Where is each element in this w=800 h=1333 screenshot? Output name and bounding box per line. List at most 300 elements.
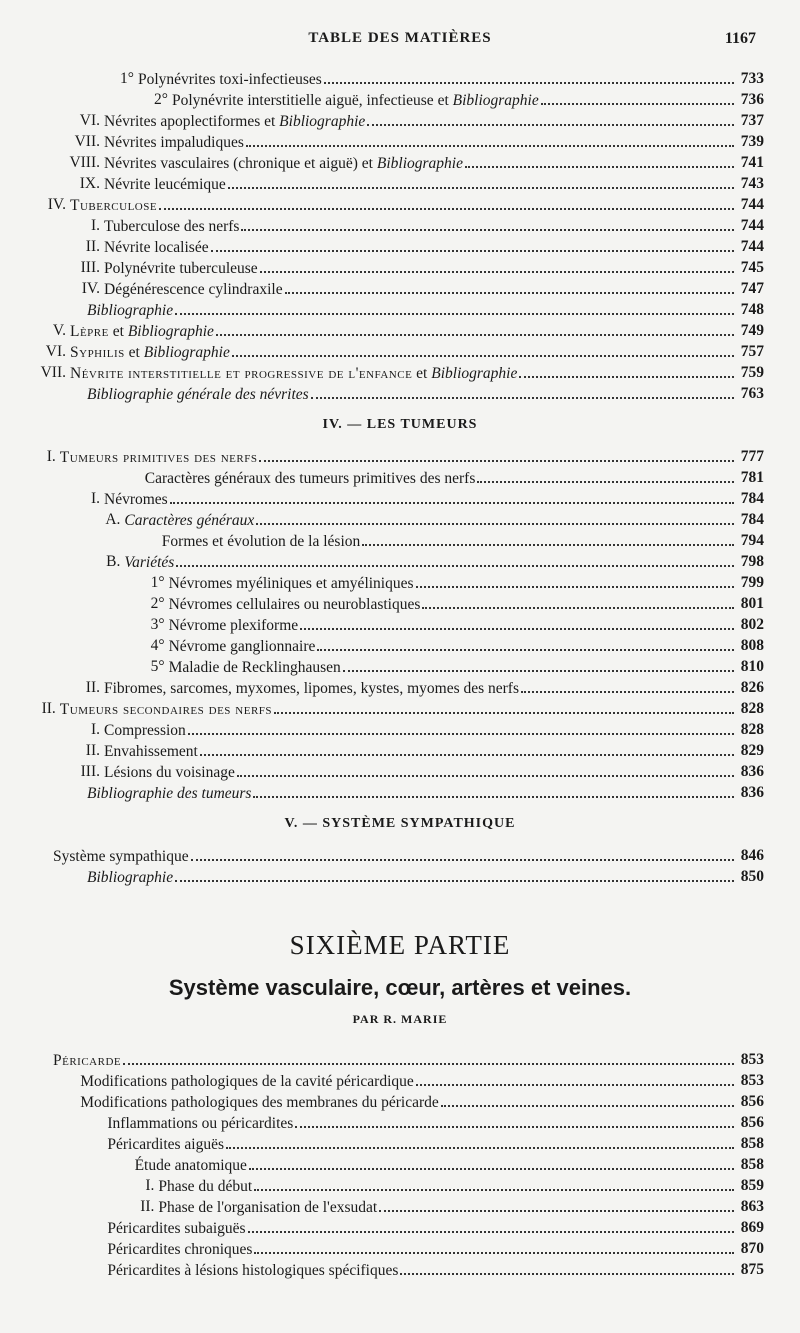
- entry-label: [104, 762, 235, 783]
- leader-dots: [254, 1175, 734, 1191]
- entry-body: [53, 845, 736, 867]
- entry-label-smallcaps: Tumeurs secondaires des nerfs: [59, 701, 273, 718]
- leader-dots: [254, 1238, 734, 1254]
- entry-label-text: Maladie de Recklinghausen: [168, 659, 341, 676]
- entry-label: [124, 510, 254, 531]
- entry-page-number: 748: [740, 301, 764, 318]
- entry-label: [145, 468, 476, 489]
- leader-dots: [175, 299, 734, 315]
- entry-page-number: 763: [740, 385, 764, 402]
- entry-body: [104, 257, 736, 279]
- entry-numeral: IX.: [79, 175, 100, 192]
- entry-label: [172, 90, 539, 111]
- entry-body: [104, 236, 736, 258]
- entry-numeral: II.: [140, 1198, 155, 1215]
- entry-label-smallcaps: Péricarde: [53, 1052, 122, 1069]
- entry-page-number: 858: [740, 1135, 764, 1152]
- entry-body: [70, 194, 736, 216]
- leader-dots: [200, 740, 734, 756]
- entry-label: [104, 153, 463, 174]
- entry-label-italic: Bibliographie: [452, 92, 539, 109]
- entry-body: [53, 1049, 736, 1071]
- entry-label-text: Fibromes, sarcomes, myxomes, lipomes, kystes, myomes des nerfs: [104, 680, 520, 697]
- toc-entry: [0, 656, 800, 677]
- leader-dots: [159, 194, 734, 210]
- entry-body: [107, 1259, 736, 1281]
- entry-body: [107, 1238, 736, 1260]
- entry-page-number: 828: [740, 700, 764, 717]
- leader-dots: [249, 1154, 734, 1170]
- entry-page-number: 856: [740, 1093, 764, 1110]
- entry-numeral: B.: [106, 553, 121, 570]
- section-heading: V. — SYSTÈME SYMPATHIQUE: [284, 816, 516, 831]
- leader-dots: [465, 152, 734, 168]
- leader-dots: [367, 110, 734, 126]
- entry-label: [124, 552, 174, 573]
- entry-label: [104, 741, 198, 762]
- entry-page-number: 777: [740, 448, 764, 465]
- toc-entry: [0, 1049, 800, 1070]
- entry-page-number: 784: [740, 490, 764, 507]
- entry-page-number: 759: [740, 364, 764, 381]
- entry-label-italic: Bibliographie: [87, 302, 174, 319]
- entry-label-text: Névrites apoplectiformes et: [104, 113, 280, 130]
- entry-label-text: Névrome plexiforme: [168, 617, 299, 634]
- entry-label-text: Péricardites chroniques: [107, 1241, 253, 1258]
- entry-body: [104, 215, 736, 237]
- part-subtitle: Système vasculaire, cœur, artères et veines.: [168, 975, 632, 1000]
- entry-page-number: 826: [740, 679, 764, 696]
- entry-label: [104, 174, 226, 195]
- toc-entry: [0, 1154, 800, 1175]
- entry-page-number: 757: [740, 343, 764, 360]
- toc-entry: [0, 383, 800, 404]
- entry-body: [70, 362, 736, 384]
- entry-numeral: II.: [41, 700, 56, 717]
- entry-label: [158, 1176, 252, 1197]
- leader-dots: [521, 677, 734, 693]
- entry-label: [169, 594, 421, 615]
- leader-dots: [362, 530, 734, 546]
- entry-label-text: Névromes cellulaires ou neuroblastiques: [168, 596, 421, 613]
- entry-body: [104, 110, 736, 132]
- toc-entry: [0, 278, 800, 299]
- toc-entry: [0, 215, 800, 236]
- entry-body: [169, 656, 736, 678]
- entry-numeral: A.: [105, 511, 121, 528]
- entry-label: [87, 783, 251, 804]
- toc-entry: [0, 68, 800, 89]
- entry-page-number: 853: [740, 1051, 764, 1068]
- leader-dots: [285, 278, 734, 294]
- entry-page-number: 869: [740, 1219, 764, 1236]
- entry-numeral: III.: [80, 763, 100, 780]
- leader-dots: [191, 845, 734, 861]
- entry-label-italic: Bibliographie des tumeurs: [87, 785, 252, 802]
- entry-body: [124, 551, 736, 573]
- entry-label-text: Compression: [104, 722, 186, 739]
- leader-dots: [248, 1217, 734, 1233]
- entry-body: [135, 1154, 736, 1176]
- leader-dots: [123, 1049, 734, 1065]
- entry-label: [107, 1113, 293, 1134]
- entry-numeral: 1°: [120, 70, 134, 87]
- toc-entry: [0, 1091, 800, 1112]
- entry-body: [60, 446, 736, 468]
- entry-body: [104, 740, 736, 762]
- leader-dots: [241, 215, 734, 231]
- toc-entry: [0, 488, 800, 509]
- entry-body: [169, 572, 736, 594]
- entry-page-number: 870: [740, 1240, 764, 1257]
- entry-label: [87, 300, 173, 321]
- entry-numeral: VII.: [40, 364, 66, 381]
- entry-label: [107, 1260, 398, 1281]
- entry-label: [70, 363, 517, 384]
- entry-label: [70, 342, 230, 363]
- entry-body: [162, 530, 736, 552]
- entry-label-text: Péricardites à lésions histologiques spécifiques: [107, 1262, 399, 1279]
- entry-numeral: 3°: [150, 616, 165, 633]
- entry-page-number: 801: [740, 595, 764, 612]
- entry-page-number: 739: [740, 133, 764, 150]
- leader-dots: [246, 131, 734, 147]
- entry-body: [107, 1112, 736, 1134]
- running-head-title: TABLE DES MATIÈRES: [308, 30, 492, 46]
- leader-dots: [416, 572, 734, 588]
- entry-body: [87, 383, 736, 405]
- entry-label-text: Système sympathique: [53, 848, 189, 865]
- entry-label: [104, 216, 239, 237]
- entry-label: [104, 111, 365, 132]
- entry-page-number: 808: [740, 637, 764, 654]
- entry-label: [60, 447, 258, 468]
- entry-body: [87, 866, 736, 888]
- entry-page-number: 794: [740, 532, 764, 549]
- leader-dots: [226, 1133, 734, 1149]
- entry-label: [107, 1239, 252, 1260]
- toc-entry: [0, 446, 800, 467]
- entry-label-italic: Bibliographie: [127, 323, 214, 340]
- entry-body: [104, 131, 736, 153]
- leader-dots: [400, 1259, 734, 1275]
- toc-entry: [0, 509, 800, 530]
- entry-body: [138, 68, 736, 90]
- entry-label-text: Névrome ganglionnaire: [168, 638, 316, 655]
- entry-page-number: 744: [740, 238, 764, 255]
- entry-numeral: VIII.: [69, 154, 100, 171]
- leader-dots: [519, 362, 734, 378]
- entry-label-smallcaps: Tumeurs primitives des nerfs: [59, 449, 258, 466]
- toc-entry: [0, 551, 800, 572]
- entry-page-number: 743: [740, 175, 764, 192]
- leader-dots: [317, 635, 734, 651]
- leader-dots: [188, 719, 734, 735]
- toc-entry: [0, 698, 800, 719]
- entry-label-text: Névrite localisée: [104, 239, 209, 256]
- entry-page-number: 744: [740, 196, 764, 213]
- leader-dots: [324, 68, 734, 84]
- entry-page-number: 745: [740, 259, 764, 276]
- running-head-page-number: 1167: [724, 30, 756, 47]
- toc-entry: [0, 131, 800, 152]
- toc-entry: [0, 845, 800, 866]
- entry-label-text: Lésions du voisinage: [104, 764, 235, 781]
- toc-entry: [0, 1238, 800, 1259]
- entry-label: [104, 132, 244, 153]
- entry-body: [60, 698, 736, 720]
- entry-body: [87, 299, 736, 321]
- entry-page-number: 733: [740, 70, 764, 87]
- entry-page-number: 846: [740, 847, 764, 864]
- entry-body: [145, 467, 736, 489]
- entry-label: [104, 720, 186, 741]
- toc-entry: [0, 1175, 800, 1196]
- entry-numeral: II.: [85, 238, 100, 255]
- entry-label: [135, 1155, 247, 1176]
- entry-body: [158, 1196, 736, 1218]
- entry-label: [169, 636, 316, 657]
- entry-label-text: et: [108, 323, 128, 340]
- entry-page-number: 736: [740, 91, 764, 108]
- entry-body: [169, 593, 736, 615]
- toc-entry: [0, 1112, 800, 1133]
- entry-numeral: I.: [145, 1177, 155, 1194]
- toc-entry: [0, 740, 800, 761]
- toc-entry: [0, 593, 800, 614]
- entry-body: [70, 320, 736, 342]
- leader-dots: [232, 341, 734, 357]
- entry-label-text: Caractères généraux des tumeurs primitives des nerfs: [144, 470, 476, 487]
- entry-page-number: 829: [740, 742, 764, 759]
- entry-numeral: VI.: [45, 343, 66, 360]
- entry-label: [169, 615, 299, 636]
- entry-page-number: 836: [740, 784, 764, 801]
- toc-entry: [0, 320, 800, 341]
- entry-label-text: Modifications pathologiques de la cavité péricardique: [80, 1073, 414, 1090]
- part-title: SIXIÈME PARTIE: [289, 930, 511, 960]
- entry-label-italic: Bibliographie: [279, 113, 366, 130]
- entry-label: [107, 1218, 245, 1239]
- entry-label: [60, 699, 272, 720]
- entry-numeral: 2°: [150, 595, 165, 612]
- entry-label: [80, 1092, 439, 1113]
- entry-body: [80, 1070, 736, 1092]
- entry-numeral: I.: [90, 721, 100, 738]
- entry-page-number: 853: [740, 1072, 764, 1089]
- entry-numeral: 5°: [150, 658, 165, 675]
- entry-body: [104, 719, 736, 741]
- entry-page-number: 875: [740, 1261, 764, 1278]
- entry-page-number: 781: [740, 469, 764, 486]
- entry-label-text: Péricardites aiguës: [107, 1136, 225, 1153]
- entry-page-number: 850: [740, 868, 764, 885]
- entry-label-text: Envahissement: [104, 743, 198, 760]
- toc-entry: [0, 530, 800, 551]
- entry-page-number: 802: [740, 616, 764, 633]
- entry-label: [70, 321, 214, 342]
- entry-page-number: 859: [740, 1177, 764, 1194]
- entry-numeral: IV.: [47, 196, 66, 213]
- entry-label: [104, 258, 258, 279]
- entry-numeral: II.: [85, 742, 100, 759]
- toc-entry: [0, 782, 800, 803]
- entry-body: [104, 278, 736, 300]
- leader-dots: [441, 1091, 734, 1107]
- toc-entry: [0, 173, 800, 194]
- entry-body: [80, 1091, 736, 1113]
- entry-label-text: et: [412, 365, 432, 382]
- entry-numeral: I.: [46, 448, 56, 465]
- toc-entry: [0, 1217, 800, 1238]
- entry-page-number: 798: [740, 553, 764, 570]
- entry-page-number: 856: [740, 1114, 764, 1131]
- entry-body: [104, 173, 736, 195]
- entry-label: [138, 69, 322, 90]
- entry-numeral: 1°: [150, 574, 165, 591]
- entry-label-text: Péricardites subaiguës: [107, 1220, 246, 1237]
- table-of-contents: [0, 68, 800, 1280]
- leader-dots: [295, 1112, 734, 1128]
- toc-entry: [0, 1196, 800, 1217]
- toc-entry: [0, 572, 800, 593]
- leader-dots: [170, 488, 734, 504]
- entry-body: [104, 761, 736, 783]
- toc-entry: [0, 1133, 800, 1154]
- entry-label-text: Polynévrite tuberculeuse: [104, 260, 258, 277]
- entry-page-number: 741: [740, 154, 764, 171]
- entry-label: [53, 1050, 121, 1071]
- toc-entry: [0, 194, 800, 215]
- toc-entry: [0, 236, 800, 257]
- entry-numeral: V.: [52, 322, 66, 339]
- toc-entry: [0, 614, 800, 635]
- toc-entry: [0, 89, 800, 110]
- entry-label-italic: Variétés: [124, 554, 175, 571]
- entry-body: [169, 614, 736, 636]
- entry-label: [162, 531, 360, 552]
- entry-label-text: et: [124, 344, 144, 361]
- entry-label-text: Tuberculose des nerfs: [104, 218, 240, 235]
- leader-dots: [260, 257, 734, 273]
- entry-label-text: Névrites vasculaires (chronique et aiguë) et: [104, 155, 377, 172]
- leader-dots: [259, 446, 734, 462]
- entry-label-smallcaps: Névrite interstitielle et progressive de l'enfance: [70, 365, 413, 382]
- entry-label: [169, 657, 341, 678]
- toc-entry: [0, 152, 800, 173]
- toc-entry: [0, 257, 800, 278]
- leader-dots: [477, 467, 734, 483]
- toc-entry: [0, 341, 800, 362]
- toc-entry: [0, 719, 800, 740]
- entry-label: [107, 1134, 224, 1155]
- entry-body: [107, 1133, 736, 1155]
- entry-numeral: 2°: [154, 91, 168, 108]
- leader-dots: [216, 320, 734, 336]
- leader-dots: [311, 383, 734, 399]
- toc-entry: [0, 866, 800, 887]
- entry-label-italic: Caractères généraux: [124, 512, 255, 529]
- entry-body: [158, 1175, 736, 1197]
- entry-label: [87, 384, 309, 405]
- entry-label: [70, 195, 157, 216]
- entry-label-italic: Bibliographie: [87, 869, 174, 886]
- section-heading: IV. — LES TUMEURS: [322, 417, 478, 432]
- entry-label: [169, 573, 414, 594]
- toc-entry: [0, 761, 800, 782]
- entry-label-smallcaps: Tuberculose: [70, 197, 158, 214]
- entry-label-text: Phase du début: [158, 1178, 253, 1195]
- leader-dots: [416, 1070, 734, 1086]
- entry-label: [104, 489, 168, 510]
- entry-label-italic: Bibliographie: [376, 155, 463, 172]
- entry-label-text: Névromes myéliniques et amyéliniques: [168, 575, 414, 592]
- entry-page-number: 747: [740, 280, 764, 297]
- leader-dots: [274, 698, 734, 714]
- running-head: [0, 30, 800, 52]
- entry-label-text: Polynévrites toxi-infectieuses: [138, 71, 322, 88]
- toc-entry: [0, 1259, 800, 1280]
- leader-dots: [253, 782, 734, 798]
- part-author: PAR R. MARIE: [352, 1012, 448, 1026]
- leader-dots: [228, 173, 734, 189]
- leader-dots: [343, 656, 734, 672]
- entry-body: [124, 509, 736, 531]
- entry-label-text: Névromes: [104, 491, 168, 508]
- leader-dots: [211, 236, 734, 252]
- entry-page-number: 799: [740, 574, 764, 591]
- toc-entry: [0, 362, 800, 383]
- entry-page-number: 810: [740, 658, 764, 675]
- leader-dots: [379, 1196, 734, 1212]
- toc-entry: [0, 635, 800, 656]
- entry-numeral: I.: [90, 217, 100, 234]
- entry-label-smallcaps: Syphilis: [70, 344, 125, 361]
- entry-body: [172, 89, 736, 111]
- entry-label-italic: Bibliographie: [143, 344, 230, 361]
- leader-dots: [256, 509, 734, 525]
- entry-label-text: Dégénérescence cylindraxile: [104, 281, 283, 298]
- entry-label: [104, 237, 209, 258]
- entry-numeral: 4°: [150, 637, 165, 654]
- entry-body: [107, 1217, 736, 1239]
- leader-dots: [175, 866, 734, 882]
- entry-numeral: VI.: [79, 112, 100, 129]
- entry-label-italic: Bibliographie: [431, 365, 518, 382]
- entry-label: [158, 1197, 377, 1218]
- entry-body: [104, 677, 736, 699]
- entry-page-number: 784: [740, 511, 764, 528]
- entry-label: [104, 678, 519, 699]
- toc-entry: [0, 677, 800, 698]
- toc-entry: [0, 299, 800, 320]
- entry-label-text: Névrites impaludiques: [104, 134, 244, 151]
- leader-dots: [237, 761, 734, 777]
- entry-page-number: 749: [740, 322, 764, 339]
- entry-numeral: VII.: [74, 133, 100, 150]
- toc-entry: [0, 467, 800, 488]
- entry-numeral: III.: [80, 259, 100, 276]
- entry-page-number: 858: [740, 1156, 764, 1173]
- entry-page-number: 863: [740, 1198, 764, 1215]
- toc-entry: [0, 1070, 800, 1091]
- entry-label-smallcaps: Lèpre: [70, 323, 109, 340]
- entry-numeral: IV.: [81, 280, 100, 297]
- entry-label: [104, 279, 283, 300]
- leader-dots: [300, 614, 734, 630]
- entry-body: [104, 152, 736, 174]
- leader-dots: [422, 593, 734, 609]
